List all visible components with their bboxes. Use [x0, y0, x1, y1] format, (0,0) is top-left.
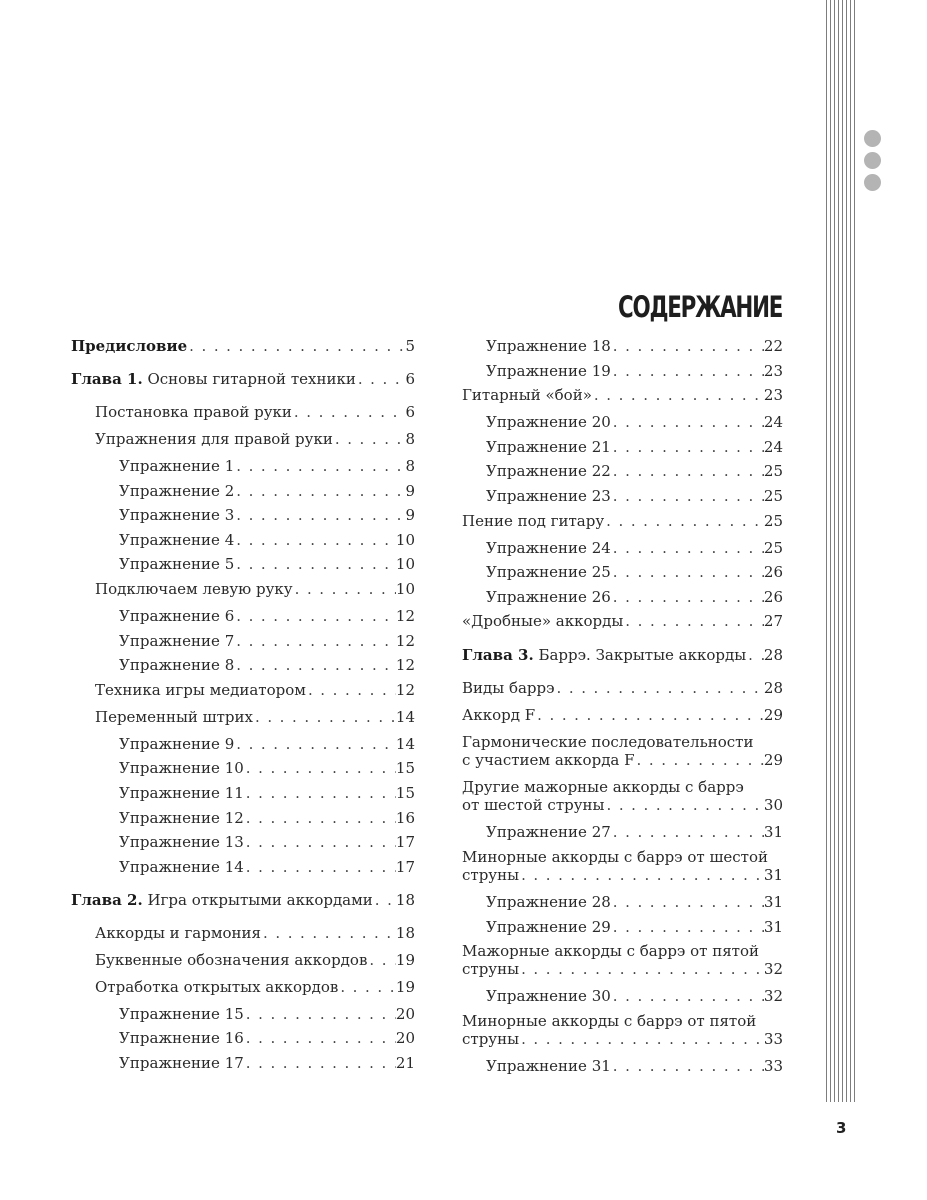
- dot-leader: [611, 487, 764, 505]
- toc-page-number: 25: [763, 486, 783, 505]
- toc-entry-text: Упражнение 13: [119, 833, 244, 852]
- dot-leader: [604, 796, 763, 814]
- toc-entry[interactable]: [462, 823, 783, 841]
- dot-leader: [611, 893, 764, 911]
- dot-leader: [234, 482, 405, 500]
- toc-entry-title: [95, 951, 367, 969]
- decorative-dots: [864, 130, 882, 196]
- toc-entry-text: Игра открытыми аккордами: [142, 890, 373, 909]
- toc-entry[interactable]: [462, 386, 783, 404]
- toc-entry-title: [119, 531, 234, 549]
- toc-entry[interactable]: [462, 337, 783, 355]
- toc-entry-title-line: Мажорные аккорды с баррэ от пятой: [462, 942, 759, 961]
- toc-entry-text: Упражнение 6: [119, 606, 235, 625]
- toc-page-number: 23: [763, 361, 783, 380]
- toc-entry[interactable]: [462, 848, 783, 884]
- toc-entry-text: от шестой струны: [462, 796, 605, 815]
- dot-leader: [261, 924, 396, 942]
- toc-page-number: 24: [763, 437, 783, 456]
- dot-leader: [604, 512, 764, 530]
- chapter-label: Глава 1.: [71, 370, 143, 388]
- toc-entry-text: Упражнение 18: [486, 337, 611, 355]
- toc-page-number: 31: [763, 892, 783, 911]
- dot-leader: [234, 656, 396, 674]
- toc-entry[interactable]: [462, 733, 783, 769]
- toc-page-number: 28: [763, 679, 783, 698]
- dot-leader: [623, 612, 764, 630]
- toc-page-number: 31: [763, 917, 783, 936]
- toc-entry-text: Подключаем левую руку: [95, 579, 293, 598]
- toc-entry-title: [462, 646, 746, 664]
- toc-entry-text: Основы гитарной техники: [142, 370, 356, 388]
- dot-leader: [234, 531, 396, 549]
- toc-entry-title: [71, 891, 373, 909]
- toc-entry-title: [119, 457, 234, 475]
- toc-entry[interactable]: [71, 1005, 415, 1023]
- toc-entry-text: струны: [462, 865, 520, 884]
- toc-entry-text: Упражнение 21: [486, 437, 611, 456]
- toc-entry-title: [462, 512, 604, 530]
- toc-entry[interactable]: [462, 487, 783, 505]
- toc-page-number: 26: [763, 587, 783, 606]
- toc-entry-text: Упражнения для правой руки: [95, 430, 333, 448]
- toc-entry-text: Упражнение 15: [119, 1004, 244, 1023]
- toc-entry-text: Переменный штрих: [95, 707, 253, 726]
- toc-entry[interactable]: [71, 708, 415, 726]
- toc-page-number: 27: [763, 612, 783, 631]
- toc-page-number: 17: [395, 857, 415, 876]
- toc-page-number: 18: [395, 923, 415, 942]
- toc-page-number: 8: [405, 457, 415, 475]
- toc-entry[interactable]: [462, 706, 783, 724]
- toc-entry-title: [486, 337, 611, 355]
- toc-entry-title-line: Гармонические последовательности: [462, 733, 754, 752]
- dot-leader: [244, 1054, 396, 1072]
- toc-entry[interactable]: [462, 563, 783, 581]
- toc-entry[interactable]: [71, 403, 415, 421]
- toc-page-number: 25: [763, 538, 783, 557]
- toc-entry-text: Буквенные обозначения аккордов: [95, 950, 368, 969]
- toc-entry-title: [119, 833, 244, 851]
- toc-entry[interactable]: [71, 784, 415, 802]
- toc-entry-title: [119, 632, 234, 650]
- toc-entry-title: [486, 362, 611, 380]
- dot-leader: [234, 607, 396, 625]
- toc-page-number: 19: [395, 977, 415, 996]
- toc-entry[interactable]: [71, 858, 415, 876]
- toc-entry-title: [119, 759, 244, 777]
- toc-entry[interactable]: [462, 893, 783, 911]
- page-number: 3: [836, 1119, 847, 1137]
- toc-entry-title: [486, 1057, 611, 1075]
- dot-leader: [244, 1029, 396, 1047]
- toc-entry-text: Техника игры медиатором: [95, 680, 306, 699]
- toc-entry[interactable]: [71, 759, 415, 777]
- toc-entry-text: Аккорды и гармония: [95, 923, 262, 942]
- toc-entry[interactable]: [462, 512, 783, 530]
- toc-entry-text: Упражнение 29: [486, 917, 611, 936]
- toc-entry-title: [486, 438, 611, 456]
- toc-entry[interactable]: [71, 1054, 415, 1072]
- chapter-label: Глава 3.: [462, 646, 534, 665]
- toc-page-number: 26: [763, 563, 783, 582]
- toc-entry-text: Упражнение 12: [119, 808, 244, 827]
- toc-entry[interactable]: [462, 942, 783, 978]
- toc-entry-title-line: Минорные аккорды с баррэ от пятой: [462, 1011, 757, 1030]
- toc-entry[interactable]: [71, 555, 415, 573]
- toc-entry-title: [119, 1005, 244, 1023]
- toc-entry-title: [462, 751, 635, 769]
- toc-entry[interactable]: [462, 462, 783, 480]
- toc-entry-text: Упражнение 16: [119, 1029, 244, 1048]
- toc-entry[interactable]: [71, 632, 415, 650]
- toc-entry-title: [119, 858, 244, 876]
- toc-page-number: 19: [395, 950, 415, 969]
- toc-entry-text: Упражнение 3: [119, 506, 235, 525]
- toc-entry[interactable]: [71, 430, 415, 448]
- toc-entry-title: [486, 987, 611, 1005]
- toc-entry-text: с участием аккорда F: [462, 751, 635, 770]
- toc-entry[interactable]: [462, 646, 783, 664]
- dot-leader: [234, 457, 405, 475]
- toc-page-number: 9: [405, 481, 415, 500]
- toc-entry[interactable]: [71, 978, 415, 996]
- toc-entry-text: Упражнение 31: [486, 1056, 611, 1075]
- toc-entry-title: [119, 555, 234, 573]
- chapter-label: Глава 2.: [71, 890, 143, 909]
- toc-entry-text: Упражнение 20: [486, 413, 611, 432]
- dot-leader: [244, 858, 396, 876]
- toc-entry-title: [462, 866, 519, 884]
- toc-entry[interactable]: [71, 656, 415, 674]
- dot-leader: [293, 580, 396, 598]
- dot-icon: [864, 130, 881, 147]
- toc-entry-title: [71, 337, 187, 355]
- toc-entry-title: [486, 588, 611, 606]
- toc-entry[interactable]: [71, 1029, 415, 1047]
- toc-page-number: 10: [395, 530, 415, 549]
- toc-entry[interactable]: [462, 987, 783, 1005]
- toc-entry-text: Упражнение 19: [486, 361, 611, 380]
- toc-page-number: 10: [395, 555, 415, 574]
- toc-entry-text: Упражнение 8: [119, 656, 235, 675]
- dot-leader: [611, 563, 764, 581]
- toc-page-number: 29: [763, 706, 783, 725]
- toc-entry-title: [119, 735, 234, 753]
- toc-entry-title: [462, 960, 519, 978]
- dot-leader: [519, 1030, 764, 1048]
- toc-page-number: 30: [763, 796, 783, 815]
- page-title: СОДЕРЖАНИЕ: [617, 290, 782, 324]
- toc-entry-title: [486, 413, 611, 431]
- toc-page-number: 29: [763, 751, 783, 770]
- toc-page-number: 6: [405, 403, 415, 421]
- toc-page-number: 25: [763, 511, 783, 530]
- toc-entry-title: [462, 679, 555, 697]
- toc-entry[interactable]: [71, 580, 415, 598]
- toc-entry-text: Аккорд F: [462, 706, 536, 725]
- toc-entry-text: Упражнение 28: [486, 892, 611, 911]
- dot-leader: [306, 681, 396, 699]
- toc-entry[interactable]: [71, 482, 415, 500]
- toc-entry-title: [71, 370, 356, 388]
- toc-page-number: 31: [763, 865, 783, 884]
- toc-entry[interactable]: [71, 891, 415, 909]
- toc-entry-title: [486, 563, 611, 581]
- dot-leader: [611, 987, 764, 1005]
- toc-entry[interactable]: [71, 951, 415, 969]
- toc-entry-text: Упражнение 27: [486, 823, 611, 842]
- toc-page-number: 33: [763, 1056, 783, 1075]
- toc-entry-title: [486, 539, 611, 557]
- toc-entry-text: Упражнение 17: [119, 1053, 244, 1072]
- dot-icon: [864, 152, 881, 169]
- toc-right-column: [462, 337, 783, 1081]
- toc-page-number: 28: [763, 646, 783, 665]
- toc-entry-title: [95, 681, 306, 699]
- toc-entry-title: [95, 403, 292, 421]
- dot-leader: [234, 735, 396, 753]
- dot-leader: [187, 337, 405, 355]
- toc-entry-text: Упражнение 2: [119, 481, 235, 500]
- dot-leader: [333, 430, 406, 448]
- toc-entry[interactable]: [462, 438, 783, 456]
- toc-entry-text: Упражнение 14: [119, 857, 244, 876]
- side-stripe-lines: [826, 0, 856, 1102]
- toc-entry-text: Гитарный «бой»: [462, 386, 592, 405]
- toc-entry-text: Постановка правой руки: [95, 403, 292, 421]
- toc-page-number: 24: [763, 413, 783, 432]
- dot-leader: [611, 588, 764, 606]
- toc-page-number: 6: [405, 370, 415, 388]
- toc-entry[interactable]: [71, 924, 415, 942]
- toc-page-number: 23: [763, 386, 783, 405]
- toc-page-number: 12: [395, 606, 415, 625]
- toc-entry[interactable]: [71, 457, 415, 475]
- toc-entry-title-line: Другие мажорные аккорды с баррэ: [462, 778, 744, 797]
- toc-entry-text: Баррэ. Закрытые аккорды: [533, 646, 747, 665]
- dot-leader: [373, 891, 396, 909]
- toc-entry-text: Упражнение 9: [119, 734, 235, 753]
- toc-entry-text: Пение под гитару: [462, 511, 605, 530]
- toc-page-number: 20: [395, 1004, 415, 1023]
- toc-page-number: 25: [763, 462, 783, 481]
- toc-entry-title: [95, 924, 261, 942]
- toc-entry[interactable]: [462, 539, 783, 557]
- dot-leader: [611, 918, 764, 936]
- dot-leader: [535, 706, 764, 724]
- toc-page-number: 33: [763, 1029, 783, 1048]
- toc-entry-text: Упражнение 25: [486, 563, 611, 582]
- toc-entry-title: [119, 506, 234, 524]
- toc-entry-title: [119, 656, 234, 674]
- dot-leader: [611, 539, 764, 557]
- dot-leader: [519, 866, 764, 884]
- toc-entry[interactable]: [462, 413, 783, 431]
- toc-entry-title: [462, 1030, 519, 1048]
- dot-leader: [611, 462, 764, 480]
- toc-page-number: 10: [395, 579, 415, 598]
- toc-entry-title: [119, 482, 234, 500]
- toc-entry-text: Упражнение 24: [486, 538, 611, 557]
- toc-entry-text: Виды баррэ: [462, 679, 555, 698]
- toc-entry-title: [95, 978, 338, 996]
- toc-entry-title: [486, 487, 611, 505]
- toc-entry-text: Упражнение 1: [119, 457, 235, 475]
- toc-entry[interactable]: [71, 607, 415, 625]
- toc-entry-title: [486, 918, 611, 936]
- toc-entry-text: Упражнение 23: [486, 486, 611, 505]
- toc-entry[interactable]: [71, 681, 415, 699]
- toc-page-number: 31: [763, 823, 783, 842]
- toc-entry-text: Упражнение 30: [486, 987, 611, 1006]
- toc-entry[interactable]: [462, 778, 783, 814]
- dot-leader: [555, 679, 764, 697]
- toc-page-number: 8: [405, 430, 415, 448]
- toc-entry[interactable]: [71, 337, 415, 355]
- toc-page-number: 14: [395, 707, 415, 726]
- toc-entry-text: Упражнение 4: [119, 530, 235, 549]
- dot-leader: [367, 951, 396, 969]
- toc-entry[interactable]: [71, 370, 415, 388]
- toc-page-number: 12: [395, 631, 415, 650]
- toc-entry-title: [119, 1054, 244, 1072]
- toc-entry-text: Упражнение 5: [119, 555, 235, 574]
- dot-leader: [611, 1057, 764, 1075]
- toc-entry-title: [119, 809, 244, 827]
- toc-entry[interactable]: [462, 1057, 783, 1075]
- toc-page-number: 22: [763, 337, 783, 355]
- toc-page-number: 14: [395, 734, 415, 753]
- toc-page-number: 12: [395, 680, 415, 699]
- dot-leader: [234, 632, 396, 650]
- toc-entry-title: [462, 706, 535, 724]
- toc-entry-title-line: Минорные аккорды с баррэ от шестой: [462, 847, 768, 866]
- dot-leader: [746, 646, 764, 664]
- toc-entry-text: Упражнение 7: [119, 631, 235, 650]
- toc-entry-title: [119, 607, 234, 625]
- dot-leader: [519, 960, 764, 978]
- dot-leader: [244, 784, 396, 802]
- dot-leader: [611, 438, 764, 456]
- toc-page-number: 16: [395, 808, 415, 827]
- toc-page-number: 5: [405, 337, 415, 355]
- toc-entry-text: Упражнение 10: [119, 759, 244, 778]
- toc-left-column: [71, 337, 415, 1079]
- toc-entry[interactable]: [71, 531, 415, 549]
- toc-entry-text: струны: [462, 1029, 520, 1048]
- toc-entry[interactable]: [71, 833, 415, 851]
- toc-entry-text: «Дробные» аккорды: [462, 612, 624, 631]
- dot-leader: [611, 823, 764, 841]
- dot-leader: [234, 506, 405, 524]
- toc-entry[interactable]: [462, 1012, 783, 1048]
- dot-leader: [611, 413, 764, 431]
- dot-leader: [356, 370, 406, 388]
- toc-page-number: 15: [395, 759, 415, 778]
- dot-leader: [338, 978, 396, 996]
- toc-entry-title: [95, 430, 333, 448]
- toc-entry-title: [462, 796, 604, 814]
- dot-leader: [635, 751, 764, 769]
- toc-page-number: 20: [395, 1029, 415, 1048]
- dot-icon: [864, 174, 881, 191]
- toc-entry-title: [95, 580, 293, 598]
- dot-leader: [244, 809, 396, 827]
- toc-entry[interactable]: [462, 918, 783, 936]
- toc-page-number: 15: [395, 783, 415, 802]
- toc-entry[interactable]: [462, 588, 783, 606]
- toc-page-number: 12: [395, 656, 415, 675]
- toc-page-number: 18: [395, 890, 415, 909]
- toc-page-number: 32: [763, 987, 783, 1006]
- dot-leader: [244, 833, 396, 851]
- dot-leader: [611, 362, 764, 380]
- toc-page-number: 17: [395, 833, 415, 852]
- toc-entry-title: [462, 386, 592, 404]
- dot-leader: [234, 555, 396, 573]
- toc-entry-title: [486, 893, 611, 911]
- toc-entry[interactable]: [71, 809, 415, 827]
- toc-entry-title: [486, 462, 611, 480]
- dot-leader: [244, 759, 396, 777]
- toc-entry[interactable]: [71, 506, 415, 524]
- toc-entry-text: Отработка открытых аккордов: [95, 977, 339, 996]
- toc-entry-text: Упражнение 26: [486, 587, 611, 606]
- toc-entry-title: [119, 784, 244, 802]
- toc-entry[interactable]: [462, 612, 783, 630]
- chapter-label: Предисловие: [71, 337, 188, 355]
- toc-entry[interactable]: [71, 735, 415, 753]
- toc-entry-text: Упражнение 11: [119, 783, 244, 802]
- dot-leader: [244, 1005, 396, 1023]
- dot-leader: [611, 337, 764, 355]
- toc-entry-text: Упражнение 22: [486, 462, 611, 481]
- dot-leader: [292, 403, 406, 421]
- toc-entry-title: [95, 708, 253, 726]
- toc-entry[interactable]: [462, 679, 783, 697]
- dot-leader: [253, 708, 396, 726]
- toc-page-number: 32: [763, 960, 783, 979]
- toc-entry-title: [119, 1029, 244, 1047]
- toc-entry-text: струны: [462, 960, 520, 979]
- toc-page-number: 21: [395, 1053, 415, 1072]
- toc-page-number: 9: [405, 506, 415, 525]
- toc-entry-title: [462, 612, 623, 630]
- dot-leader: [592, 386, 764, 404]
- toc-entry-title: [486, 823, 611, 841]
- toc-entry[interactable]: [462, 362, 783, 380]
